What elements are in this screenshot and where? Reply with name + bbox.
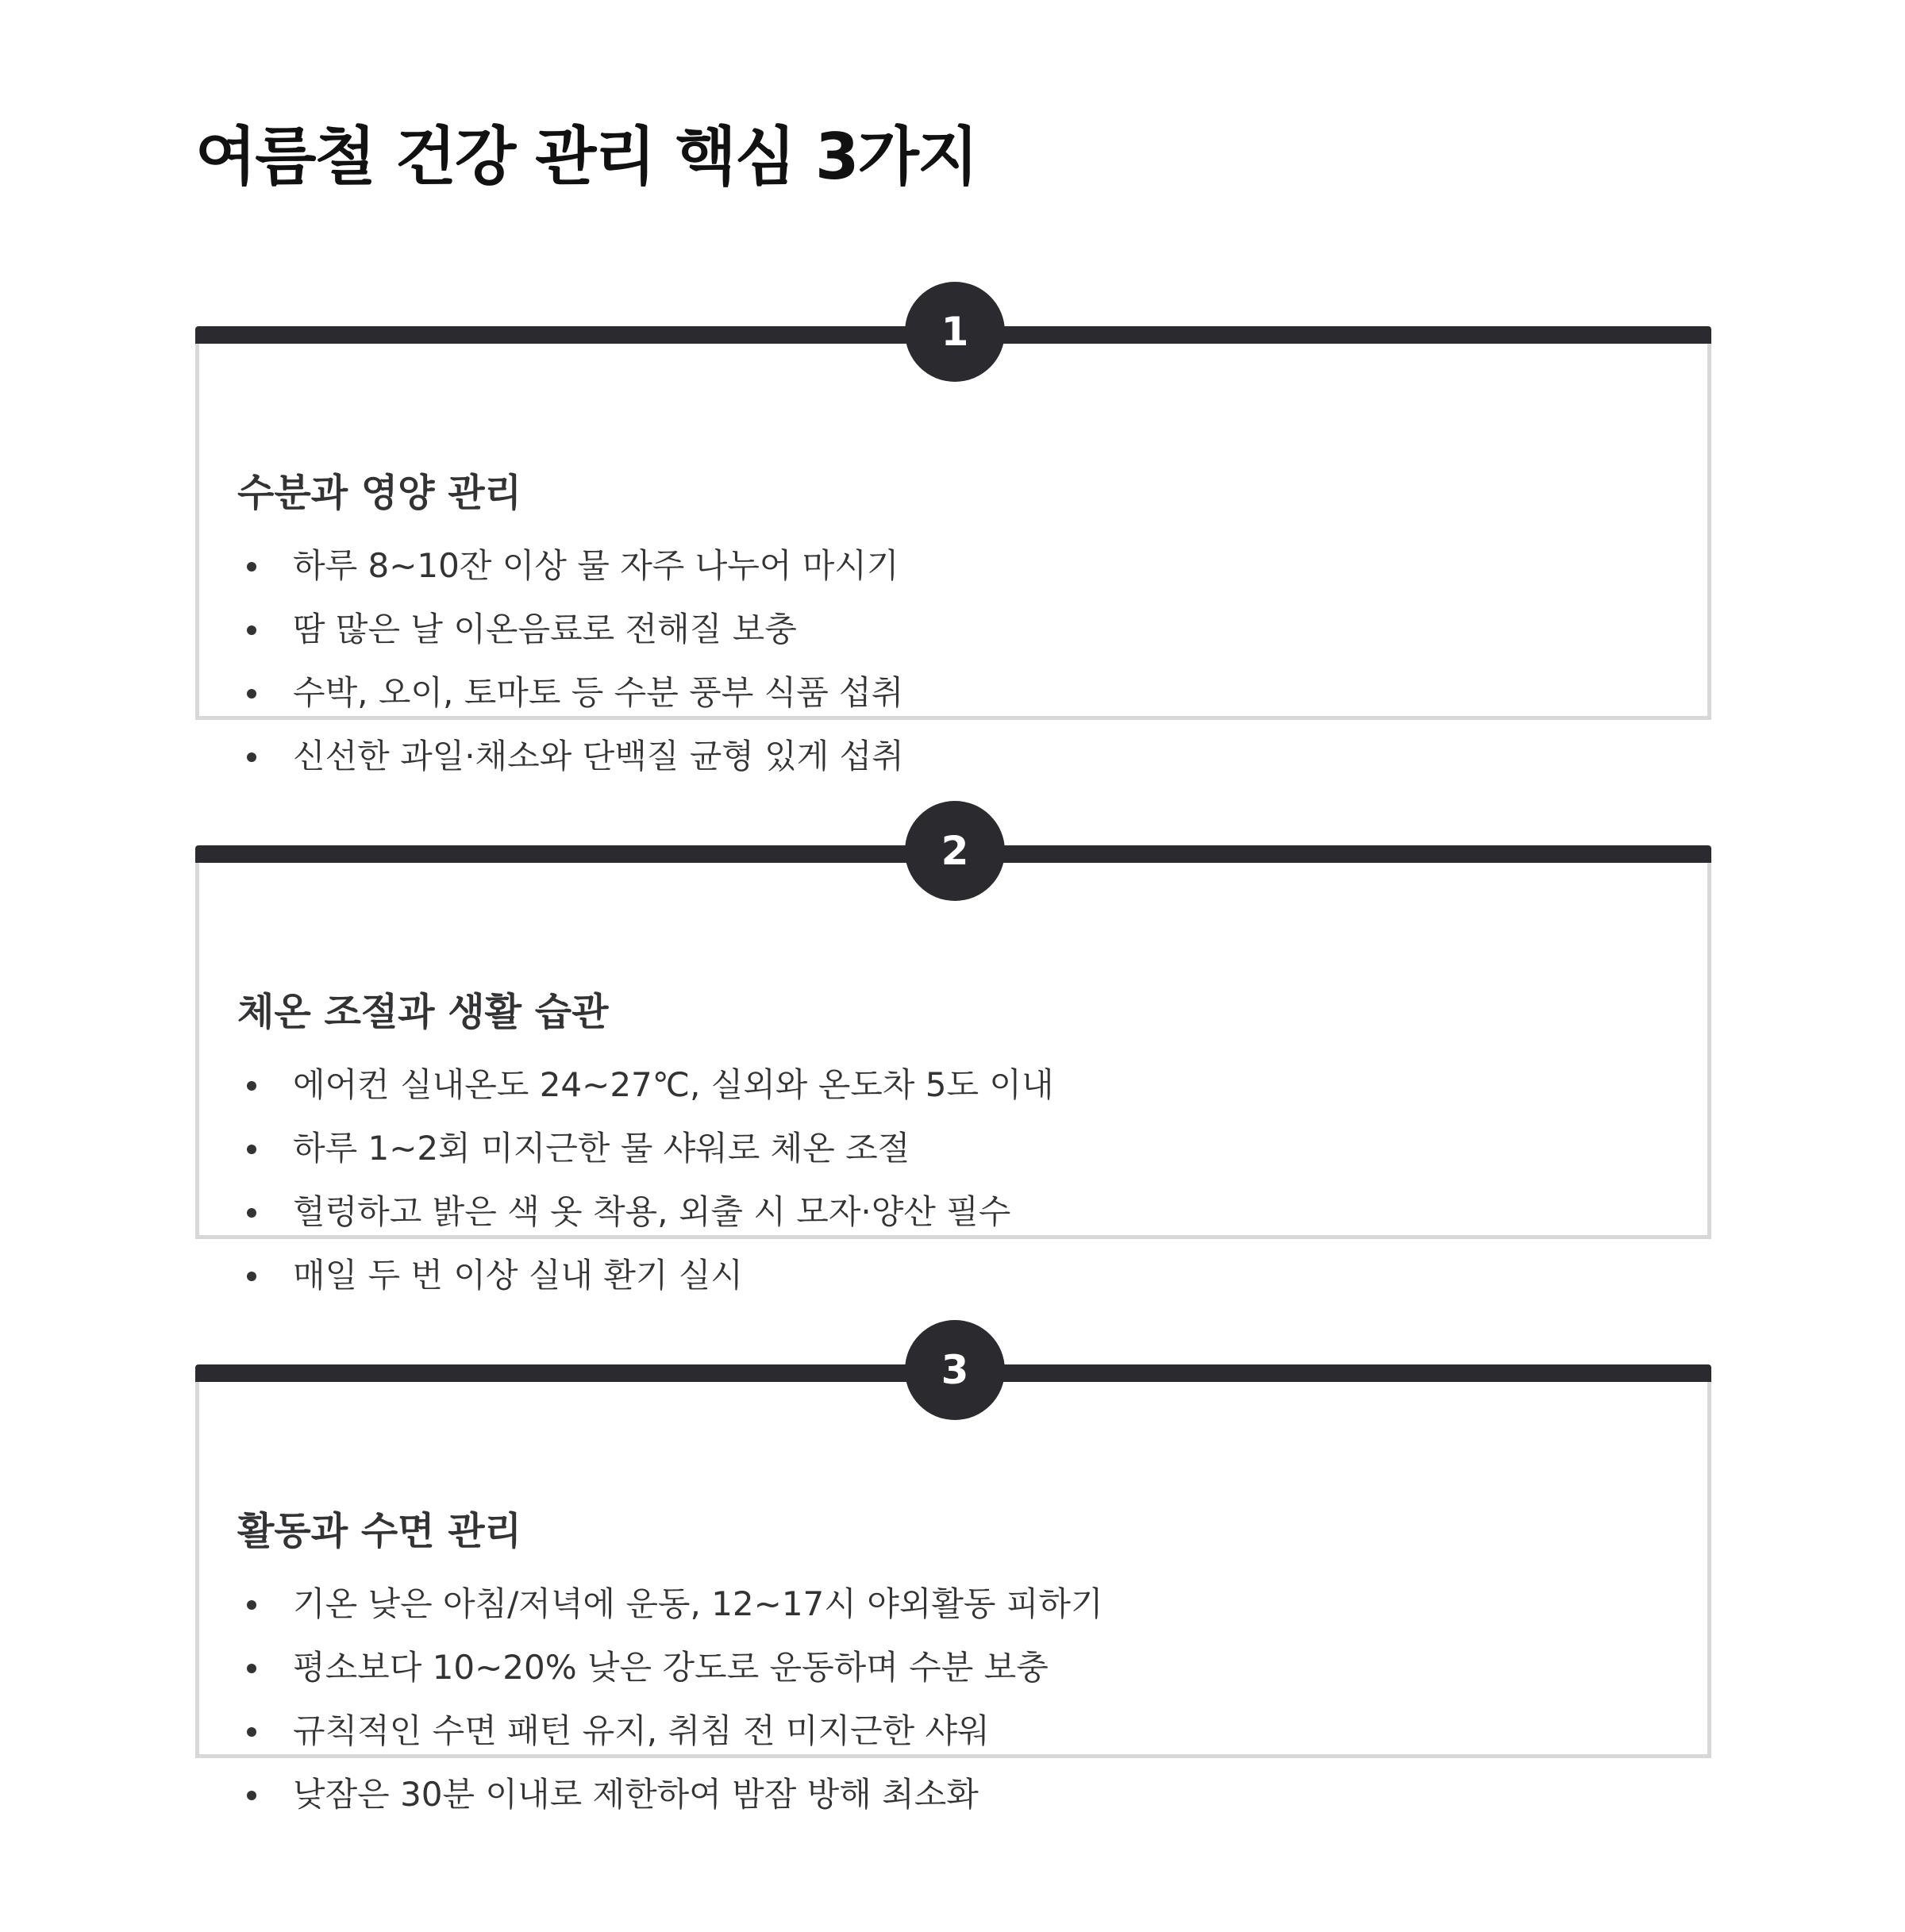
section-bullet-list xyxy=(237,1572,1103,1826)
bullet-icon xyxy=(247,1272,256,1281)
list-item xyxy=(237,1244,1054,1307)
bullet-icon xyxy=(247,1727,256,1737)
list-item xyxy=(237,725,904,788)
page-title: 여름철 건강 관리 핵심 3가지 xyxy=(195,120,978,194)
list-item xyxy=(237,1699,1103,1763)
bullet-icon xyxy=(247,625,256,635)
list-item-text: 평소보다 10~20% 낮은 강도로 운동하며 수분 보충 xyxy=(293,1648,1049,1687)
section-number-badge: 2 xyxy=(905,801,1005,901)
list-item-text: 매일 두 번 이상 실내 환기 실시 xyxy=(293,1256,743,1295)
section-bullet-list xyxy=(237,534,904,788)
list-item xyxy=(237,1180,1054,1244)
bullet-icon xyxy=(247,689,256,699)
list-item-text: 수박, 오이, 토마토 등 수분 풍부 식품 섭취 xyxy=(293,673,904,712)
bullet-icon xyxy=(247,1664,256,1673)
bullet-icon xyxy=(247,1208,256,1218)
list-item xyxy=(237,1053,1054,1117)
list-item-text: 하루 1~2회 미지근한 물 샤워로 체온 조절 xyxy=(293,1129,910,1168)
list-item-text: 신선한 과일·채소와 단백질 균형 있게 섭취 xyxy=(293,737,904,775)
section-card-1 xyxy=(195,282,1711,775)
list-item xyxy=(237,598,904,661)
list-item-text: 헐렁하고 밝은 색 옷 착용, 외출 시 모자·양산 필수 xyxy=(293,1192,1011,1231)
section-card-2 xyxy=(195,801,1711,1295)
list-item xyxy=(237,1117,1054,1180)
section-content-box xyxy=(195,863,1711,1295)
list-item xyxy=(237,534,904,598)
list-item xyxy=(237,1636,1103,1699)
list-item-text: 에어컨 실내온도 24~27℃, 실외와 온도차 5도 이내 xyxy=(293,1065,1054,1104)
section-heading: 수분과 영양 관리 xyxy=(237,471,521,515)
section-heading: 활동과 수면 관리 xyxy=(237,1509,521,1553)
bullet-icon xyxy=(247,1791,256,1800)
bullet-icon xyxy=(247,1600,256,1610)
bullet-icon xyxy=(247,1145,256,1154)
list-item xyxy=(237,1572,1103,1636)
section-heading: 체온 조절과 생활 습관 xyxy=(237,990,609,1034)
list-item xyxy=(237,661,904,725)
section-bullet-list xyxy=(237,1053,1054,1307)
bullet-icon xyxy=(247,1081,256,1091)
section-content-box xyxy=(195,344,1711,775)
list-item-text: 낮잠은 30분 이내로 제한하여 밤잠 방해 최소화 xyxy=(293,1775,979,1814)
list-item-text: 땀 많은 날 이온음료로 전해질 보충 xyxy=(293,610,797,648)
bullet-icon xyxy=(247,562,256,572)
list-item-text: 하루 8~10잔 이상 물 자주 나누어 마시기 xyxy=(293,546,899,585)
bullet-icon xyxy=(247,752,256,762)
list-item-text: 규칙적인 수면 패턴 유지, 취침 전 미지근한 샤워 xyxy=(293,1711,990,1750)
section-number-badge: 1 xyxy=(905,282,1005,382)
section-card-3 xyxy=(195,1320,1711,1814)
section-number-badge: 3 xyxy=(905,1320,1005,1420)
list-item xyxy=(237,1763,1103,1826)
section-content-box xyxy=(195,1382,1711,1814)
list-item-text: 기온 낮은 아침/저녁에 운동, 12~17시 야외활동 피하기 xyxy=(293,1584,1103,1623)
